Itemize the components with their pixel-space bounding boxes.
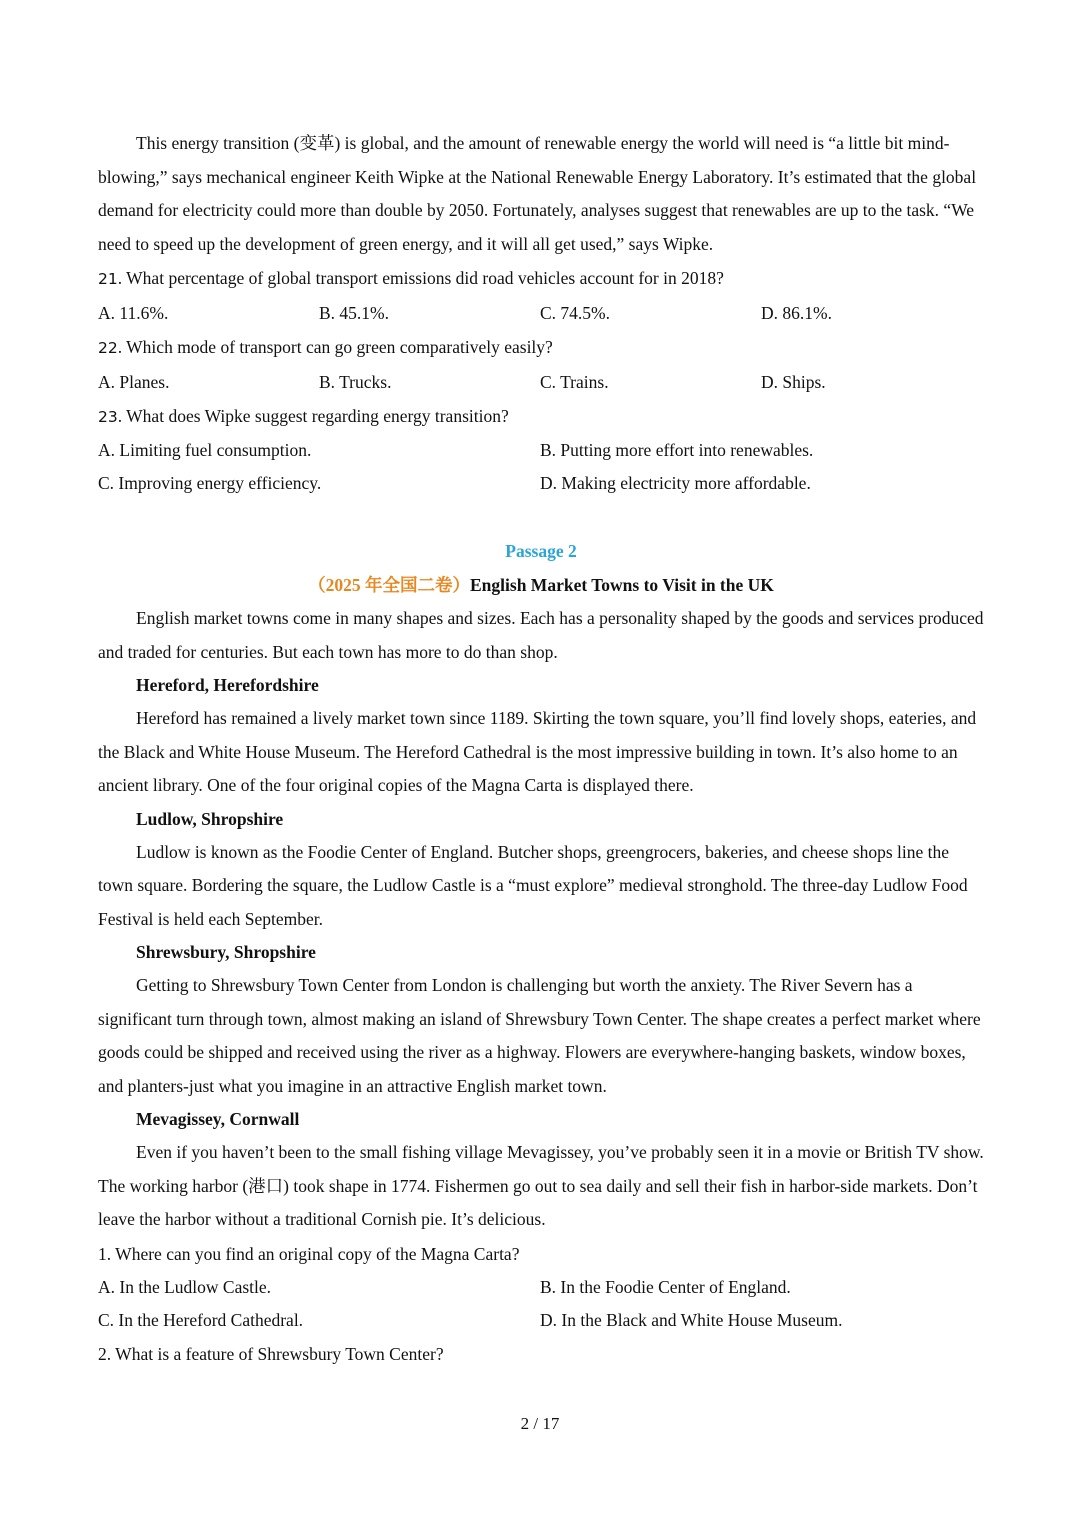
option-d: D. 86.1%.	[761, 303, 832, 323]
passage2-question-1: 1. Where can you find an original copy of the Magna Carta?	[98, 1243, 520, 1264]
passage2-intro: English market towns come in many shapes and sizes. Each has a personality shaped by the goods and services produced and traded for centuries. But each town has more to do than shop.	[98, 608, 984, 662]
option-b: B. Trucks.	[319, 372, 392, 392]
question-number: 21	[98, 270, 118, 288]
question-text: . What does Wipke suggest regarding energy transition?	[117, 406, 509, 426]
option-d: D. Ships.	[761, 372, 826, 392]
section-heading-shrewsbury: Shrewsbury, Shropshire	[136, 942, 316, 962]
question-number: 22	[98, 339, 118, 357]
passage-source: （2025 年全国二卷）	[308, 575, 470, 595]
passage-label: Passage 2	[505, 541, 577, 561]
question-text: . Which mode of transport can go green comparatively easily?	[117, 337, 553, 357]
passage-title-text: English Market Towns to Visit in the UK	[470, 575, 774, 595]
section-heading-ludlow: Ludlow, Shropshire	[136, 808, 284, 829]
option-c: C. Improving energy efficiency.	[98, 473, 322, 493]
question-23-options-row2	[98, 467, 984, 500]
section-heading-hereford: Hereford, Herefordshire	[136, 675, 319, 695]
question-21	[98, 261, 984, 296]
option-a: A. 11.6%.	[98, 303, 169, 323]
section-text-ludlow: Ludlow is known as the Foodie Center of England. Butcher shops, greengrocers, bakeries, and cheese shops line the town square. Bordering the square, the Ludlow Castle is a “must explore” medieval stronghold. The three-day Ludlow Food Festival is held each September.	[98, 841, 968, 929]
question-21-options	[98, 296, 984, 330]
question-number: 23	[98, 408, 118, 426]
section-text-hereford: Hereford has remained a lively market town since 1189. Skirting the town square, you’ll find lovely shops, eateries, and the Black and White House Museum. The Hereford Cathedral is the most impressive building in town. It’s also home to an ancient library. One of the four original copies of the Magna Carta is displayed there.	[98, 708, 977, 795]
passage2-question-2: 2. What is a feature of Shrewsbury Town Center?	[98, 1343, 444, 1364]
option-c: C. 74.5%.	[540, 303, 610, 323]
passage-title	[98, 568, 984, 602]
question-23	[98, 399, 984, 434]
option-d: D. Making electricity more affordable.	[540, 473, 811, 493]
question-22-options	[98, 365, 984, 399]
option-a: A. Planes.	[98, 372, 170, 392]
question-23-options-row1	[98, 434, 984, 467]
passage2-question-1-options-row1	[98, 1271, 984, 1304]
section-text-shrewsbury: Getting to Shrewsbury Town Center from London is challenging but worth the anxiety. The River Severn has a significant turn through town, almost making an island of Shrewsbury Town Center. The shape creates a perfect market where goods could be shipped and received using the river as a highway. Flowers are everywhere-hanging baskets, window boxes, and planters-just what you imagine in an attractive English market town.	[98, 975, 981, 1096]
passage1-paragraph: This energy transition (变革) is global, and the amount of renewable energy the world will need is “a little bit mind-blowing,” says mechanical engineer Keith Wipke at the National Renewable Energy Laboratory. It’s estimated that the global demand for electricity could more than double by 2050. Fortunately, analyses suggest that renewables are up to the task. “We need to speed up the development of green energy, and it will all get used,” says Wipke.	[98, 133, 977, 254]
question-text: . What percentage of global transport emissions did road vehicles account for in 2018?	[117, 268, 724, 288]
option-c: C. In the Hereford Cathedral.	[98, 1309, 304, 1330]
option-b: B. Putting more effort into renewables.	[540, 440, 814, 460]
page-number: 2 / 17	[520, 1414, 560, 1433]
section-heading-mevagissey: Mevagissey, Cornwall	[136, 1109, 300, 1129]
option-a: A. In the Ludlow Castle.	[98, 1276, 272, 1297]
document-page	[98, 127, 984, 1371]
option-c: C. Trains.	[540, 372, 609, 392]
option-d: D. In the Black and White House Museum.	[540, 1309, 843, 1330]
passage2-question-1-options-row2	[98, 1304, 984, 1337]
option-b: B. 45.1%.	[319, 303, 389, 323]
option-b: B. In the Foodie Center of England.	[540, 1276, 791, 1297]
section-spacer	[98, 500, 984, 534]
question-22	[98, 330, 984, 365]
option-a: A. Limiting fuel consumption.	[98, 440, 312, 460]
section-text-mevagissey: Even if you haven’t been to the small fishing village Mevagissey, you’ve probably seen it in a movie or British TV show. The working harbor (港口) took shape in 1774. Fishermen go out to sea daily and sell their fish in harbor-side markets. Don’t leave the harbor without a traditional Cornish pie. It’s delicious.	[98, 1142, 984, 1229]
